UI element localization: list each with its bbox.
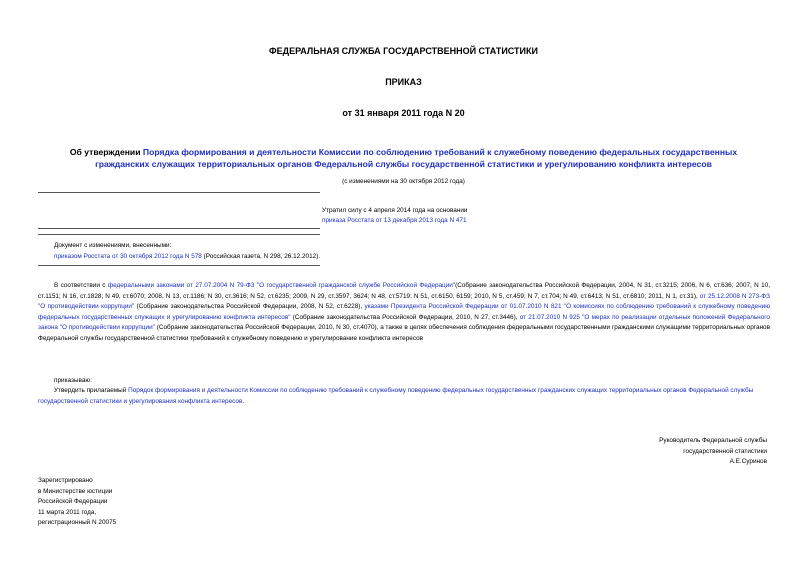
divider — [38, 265, 320, 266]
registration-line: регистрационный N 20075 — [38, 519, 117, 526]
title-link[interactable]: Порядка формирования и деятельности Комиссии по соблюдению требований к служебному поведению федеральных государственных гражданских служащих территориальных органов Федеральной службы государственной статистики и урегулированию конфликта интересов — [95, 147, 738, 169]
document-type: ПРИКАЗ — [385, 77, 422, 87]
order-text: Утвердить прилагаемый — [54, 387, 129, 394]
signature-name: А.Е.Суринов — [729, 458, 767, 465]
law-273-link[interactable]: от 25.12.2008 N 273-ФЗ "О противодействии коррупции" — [38, 292, 770, 310]
order-label: приказываю: — [54, 377, 92, 384]
decree-925-link[interactable]: от 21.07.2010 N 925 "О мерах по реализации отдельных положений Федерального закона "О противодействии коррупции" — [38, 313, 770, 331]
registration-line: в Министерстве юстиции — [38, 487, 113, 495]
preamble-text: (Собрание законодательства Российской Федерации, 2008, N 52, ст.6228), — [134, 303, 365, 310]
signature-block — [659, 436, 767, 468]
preamble-text: (Собрание законодательства Российской Федерации, 2010, N 27, ст.3446), — [290, 313, 520, 321]
registration-line: Российской Федерации — [38, 498, 108, 505]
preamble-text: В соответствии с — [54, 282, 108, 289]
lost-force-note: Утратил силу с 4 апреля 2014 года на основании — [322, 207, 468, 214]
title-prefix: Об утверждении — [69, 147, 143, 157]
law-79-link[interactable]: федеральными законами от 27.07.2004 N 79-ФЗ "О государственной гражданской службе Российской Федерации" — [107, 282, 456, 289]
amended-link[interactable]: приказом Росстата от 30 октября 2012 года N 578 — [54, 253, 202, 260]
divider — [38, 234, 320, 235]
document-date-number: от 31 января 2011 года N 20 — [342, 108, 465, 118]
lost-force-link[interactable]: приказа Росстата от 13 декабря 2013 года N 471 — [322, 217, 467, 224]
decree-821-link[interactable]: указами Президента Российской Федерации от 01.07.2010 N 821 "О комиссиях по соблюдению требований к служебному поведению федеральных государственных служащих и урегулированию конфликта интересов" — [38, 303, 770, 321]
order-text: . — [242, 397, 245, 405]
registration-line: Зарегистрировано — [38, 477, 93, 484]
divider — [38, 192, 320, 193]
registration-line: 11 марта 2011 года, — [38, 508, 97, 516]
amended-label: Документ с изменениями, внесенными: — [54, 242, 172, 249]
divider — [38, 228, 320, 229]
document-title — [60, 146, 747, 170]
signature-position: Руководитель Федеральной службы — [659, 437, 767, 444]
changes-note: (с изменениями на 30 октября 2012 года) — [342, 178, 465, 185]
order-paragraph — [38, 386, 778, 407]
preamble-text: (Собрание законодательства Российской Федерации, 2010, N 30, ст.4070), а также в целях обеспечения соблюдения федеральными государственными гражданскими служащими территориальных органов Федеральной службы государственной статистики требований к служебному поведению и урегулирование конфликта интересов — [38, 324, 770, 342]
registration-block — [38, 476, 116, 529]
amended-line — [54, 252, 320, 263]
signature-agency: государственной статистики — [683, 447, 767, 455]
agency-name: ФЕДЕРАЛЬНАЯ СЛУЖБА ГОСУДАРСТВЕННОЙ СТАТИСТИКИ — [269, 46, 538, 56]
preamble-text: (Собрание законодательства Российской Федерации, 2004, N 31, ст.3215; 2006, N 6, ст.636; 2007, N 10, ст.1151; N 16, ст.1828; N 49, ст.6070; 2008, N 13, ст.1186; N 30, ст.3616; N 52, ст.6235; 2009, N 29, ст.3597, 3624; N 48, ст.5719; N 51, ст.6150, 6159; 2010, N 5, ст.459; N 7, ст.704; N 49, ст.6413; N 51, ст.6810; 2011, N 1, ст.31), — [38, 282, 771, 300]
procedure-link[interactable]: Порядок формирования и деятельности Комиссии по соблюдению требований к служебному поведению федеральных государственных гражданских служащих территориальных органов Федеральной службы государственной статистики и урегулирования конфликта интересов — [38, 387, 754, 405]
amended-source: (Российская газета, N 298, 26.12.2012). — [201, 253, 321, 260]
preamble-paragraph — [38, 281, 770, 344]
